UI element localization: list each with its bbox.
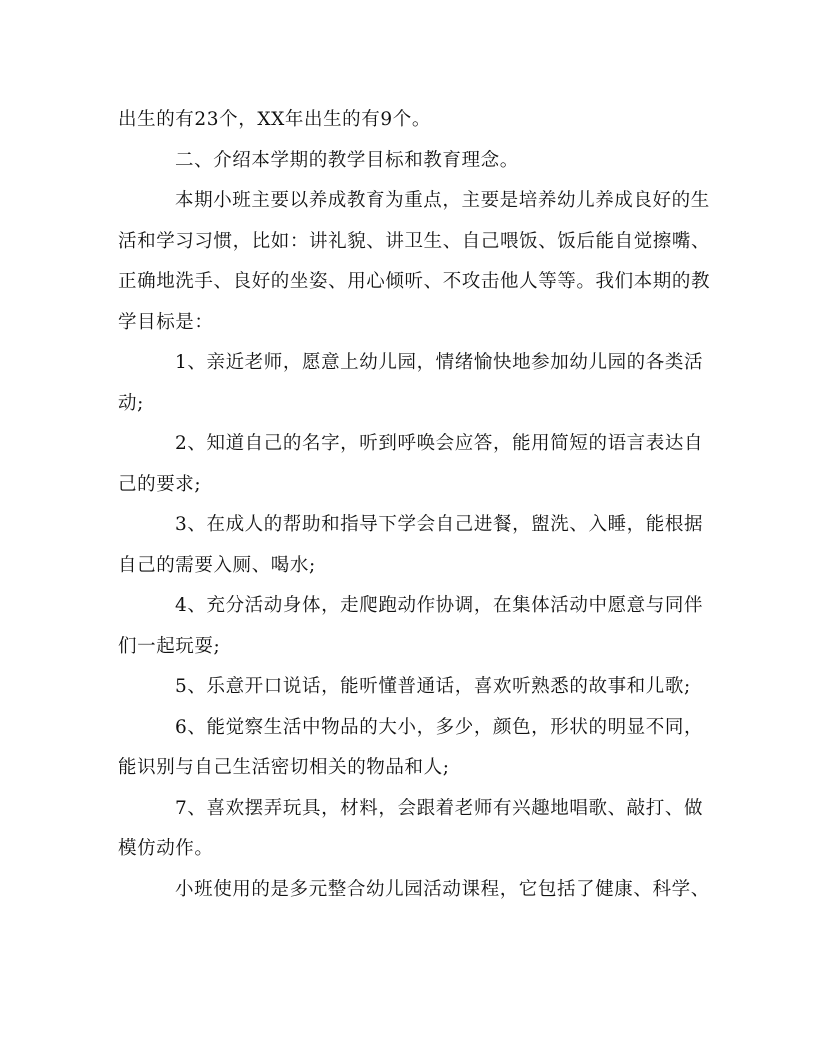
paragraph-habit-education xyxy=(118,181,711,343)
section-heading-teaching-goals xyxy=(118,141,698,182)
text-line: 5、乐意开口说话，能听懂普通话，喜欢听熟悉的故事和儿歌; xyxy=(175,676,691,697)
text-line: 正确地洗手、良好的坐姿、用心倾听、不攻击他人等等。我们本期的教 xyxy=(118,271,711,292)
text-line: 2、知道自己的名字，听到呼唤会应答，能用简短的语言表达自 xyxy=(175,433,704,454)
text-line: 二、介绍本学期的教学目标和教育理念。 xyxy=(175,149,519,171)
paragraph-birth-count xyxy=(118,100,698,141)
goal-item-3 xyxy=(118,505,704,586)
goal-item-7 xyxy=(118,789,704,870)
text-line: 模仿动作。 xyxy=(118,838,214,859)
goal-item-6 xyxy=(118,708,704,789)
goal-item-4 xyxy=(118,586,704,667)
text-line: 活和学习习惯，比如：讲礼貌、讲卫生、自己喂饭、饭后能自觉擦嘴、 xyxy=(118,230,711,252)
paragraph-curriculum xyxy=(118,870,710,911)
text-line: 们一起玩耍; xyxy=(118,635,221,657)
text-line: 小班使用的是多元整合幼儿园活动课程，它包括了健康、科学、 xyxy=(175,878,710,900)
goal-item-2 xyxy=(118,424,704,505)
text-line: 学目标是： xyxy=(118,311,214,333)
goal-item-1 xyxy=(118,343,704,424)
goal-item-5 xyxy=(118,667,698,708)
text-line: 4、充分活动身体，走爬跑动作协调，在集体活动中愿意与同伴 xyxy=(175,595,704,616)
text-line: 本期小班主要以养成教育为重点，主要是培养幼儿养成良好的生 xyxy=(175,190,710,211)
text-line: 己的要求; xyxy=(118,473,202,495)
text-line: 出生的有23个，XX年出生的有9个。 xyxy=(118,109,431,130)
text-line: 7、喜欢摆弄玩具，材料，会跟着老师有兴趣地唱歌、敲打、做 xyxy=(175,797,704,819)
text-line: 动; xyxy=(118,392,144,414)
text-line: 1、亲近老师，愿意上幼儿园，情绪愉快地参加幼儿园的各类活 xyxy=(175,352,704,373)
text-line: 3、在成人的帮助和指导下学会自己进餐，盥洗、入睡，能根据 xyxy=(175,514,704,535)
document-body xyxy=(118,100,711,910)
text-line: 能识别与自己生活密切相关的物品和人; xyxy=(118,757,450,778)
text-line: 自己的需要入厕、喝水; xyxy=(118,554,316,576)
text-line: 6、能觉察生活中物品的大小，多少，颜色，形状的明显不同， xyxy=(175,716,704,738)
